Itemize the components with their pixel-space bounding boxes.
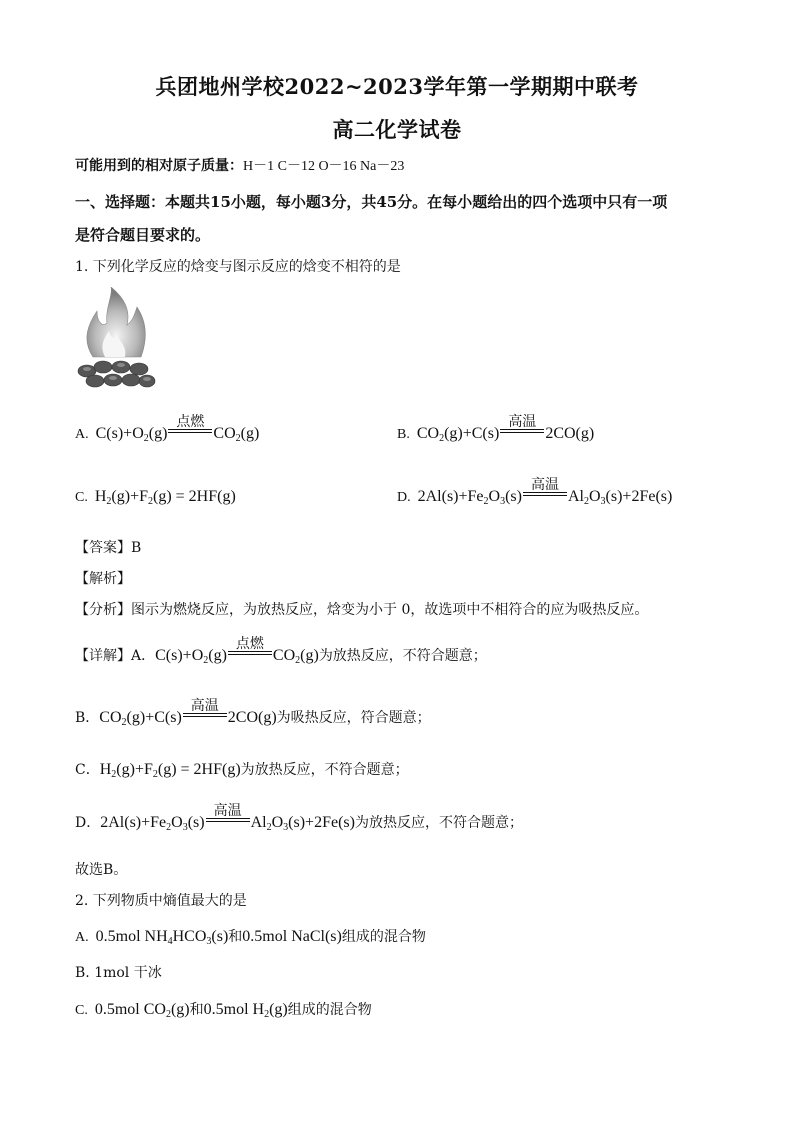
q2-option-A-suffix: 组成的混合物 <box>341 929 426 945</box>
question-2-stem: 2. 下列物质中熵值最大的是 <box>75 893 247 909</box>
atomic-mass-line <box>75 155 404 175</box>
condition-ignite: 点燃 <box>235 636 264 652</box>
option-C: C. $H_2(g)+F_2(g) = 2HF(g)$ <box>75 488 236 507</box>
detail-B: B．$CO_2(g)+C(s)$ 高温 2CO(g)为吸热反应，符合题意； <box>75 707 431 727</box>
detail-A: 【详解】A．$C(s)+O_2(g)$ 点燃 $CO_2(g)$为放热反应，不符合题意； <box>75 645 487 665</box>
detail-C-suffix: 为放热反应，不符合题意； <box>240 762 409 778</box>
detail-D-suffix: 为放热反应，不符合题意； <box>354 815 523 831</box>
condition-high-temp: 高温 <box>530 477 559 493</box>
detail-C-prefix: C． <box>75 762 100 778</box>
question-1-stem: 1. 下列化学反应的焓变与图示反应的焓变不相符的是 <box>75 259 401 275</box>
detail-label: 【详解】A． <box>75 648 156 664</box>
page-title: 兵团地州学校2022~2023学年第一学期期中联考 <box>155 74 639 99</box>
q2-option-B: B. 1mol 干冰 <box>75 965 162 981</box>
answer-label: 【答案】 <box>75 540 131 556</box>
section-heading-line2: 是符合题目要求的。 <box>75 226 211 244</box>
detail-D-prefix: D． <box>75 815 101 831</box>
campfire-icon <box>75 287 157 391</box>
section-heading-line1: 一、选择题：本题共15小题，每小题3分，共45分。在每小题给出的四个选项中只有一项 <box>75 193 668 211</box>
atomic-mass-label: 可能用到的相对原子质量： <box>75 158 243 174</box>
option-A: A. $C(s)+O_2(g)$ 点燃 $CO_2(g)$ <box>75 425 259 443</box>
condition-high-temp: 高温 <box>190 698 219 714</box>
q2-option-C-suffix: 组成的混合物 <box>287 1002 372 1018</box>
detail-B-suffix: 为吸热反应，符合题意； <box>276 710 431 726</box>
answer-value: B <box>131 540 142 556</box>
condition-ignite: 点燃 <box>176 414 205 430</box>
condition-high-temp: 高温 <box>213 803 242 819</box>
condition-high-temp: 高温 <box>508 414 537 430</box>
q2-option-A: A. 0.5mol $NH_4HCO_3(s)$和0.5mol NaCl(s)组成的混合物 <box>75 928 426 947</box>
option-B: B. $CO_2(g)+C(s)$ 高温 2CO(g) <box>397 425 594 443</box>
answer-line <box>75 537 141 557</box>
option-D: D. $2Al(s)+Fe_2O_3(s)$ 高温 $Al_2O_3(s)+2Fe(s)$ <box>397 488 672 506</box>
q2-option-C: C. 0.5mol $CO_2(g)$和0.5mol $H_2(g)$组成的混合物 <box>75 1001 372 1020</box>
detail-D: D．$2Al(s)+Fe_2O_3(s)$ 高温 $Al_2O_3(s)+2Fe(s)$为放热反应，不符合题意； <box>75 812 523 832</box>
conclusion: 故选B。 <box>75 862 128 878</box>
detail-B-prefix: B． <box>75 710 100 726</box>
atomic-mass-values: H－1 C－12 O－16 Na－23 <box>243 159 405 174</box>
analysis-text: 【分析】图示为燃烧反应，为放热反应，焓变为小于 0，故选项中不相符合的应为吸热反应。 <box>75 602 649 618</box>
detail-A-suffix: 为放热反应，不符合题意； <box>318 648 487 664</box>
detail-C: C．$H_2(g)+F_2(g) = 2HF(g)$为放热反应，不符合题意； <box>75 761 409 780</box>
page-subtitle: 高二化学试卷 <box>332 117 462 142</box>
analysis-label: 【解析】 <box>75 571 131 587</box>
